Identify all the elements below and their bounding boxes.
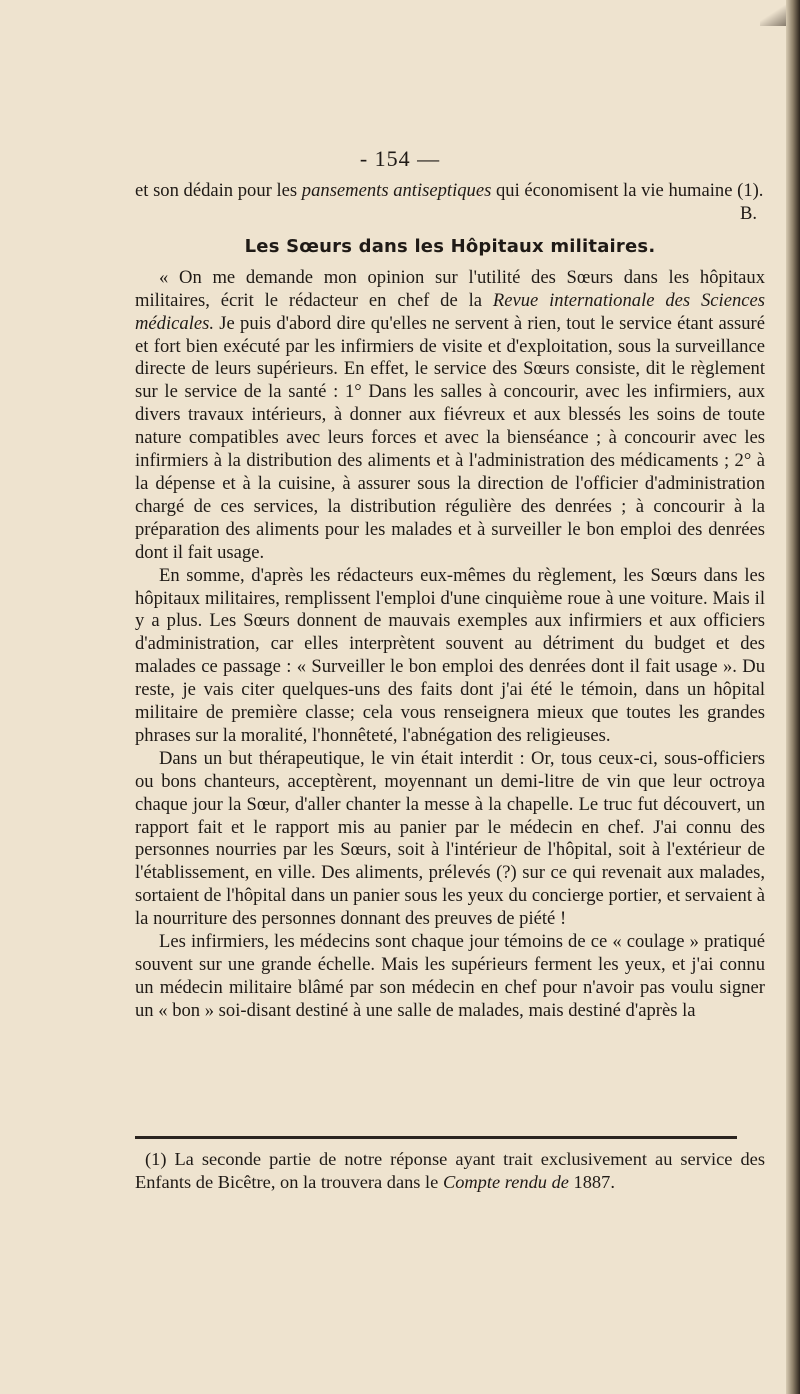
footnote-text-before: (1) La seconde partie de notre réponse ayant trait exclusivement au service des Enfants de Bicêtre, on la trouvera dans le [135,1149,765,1192]
paragraph-2: En somme, d'après les rédacteurs eux-mêmes du règlement, les Sœurs dans les hôpitaux militaires, remplissent l'emploi d'une cinquième roue à une voiture. Mais il y a plus. Les Sœurs donnent de mauvais exemples aux infirmiers et aux officiers d'administration, car elles interprètent souvent au détriment du budget et des malades ce passage : « Surveiller le bon emploi des denrées dont il fait usage ». Du reste, je vais citer quelques-uns des faits dont j'ai été le témoin, dans un hôpital militaire de première classe; cela vous renseignera mieux que toutes les grandes phrases sur la moralité, l'honnêteté, l'abnégation des religieuses. [135,564,765,746]
paragraph-1-emphasis: Revue internationale des Sciences médicales. [135,289,765,334]
footnote [135,1148,765,1194]
intro-text-before: et son dédain pour les [135,180,302,201]
main-text [135,180,765,1023]
intro-emphasis: pansements antiseptiques [301,180,492,201]
footnote-emphasis: Compte rendu de [442,1171,569,1192]
page-number: - 154 — [359,146,441,171]
paragraph-3: Dans un but thérapeutique, le vin était interdit : Or, tous ceux-ci, sous-officiers ou bons chanteurs, acceptèrent, moyennant un demi-litre de vin que leur octroya chaque jour la Sœur, d'aller chanter la messe à la chapelle. Le truc fut découvert, un rapport fait et le rapport mis au panier par le médecin en chef. J'ai connu des personnes nourries par les Sœurs, soit à l'intérieur de l'hôpital, soit à l'extérieur de l'établissement, en ville. Des aliments, prélevés (?) sur ce qui revenait aux malades, sortaient de l'hôpital dans un panier sous les yeux du concierge portier, et servaient à la nourriture des personnes donnant des preuves de piété ! [135,747,765,930]
paragraph-1 [135,267,765,565]
paragraph-1-text-before: « On me demande mon opinion sur l'utilité des Sœurs dans les hôpitaux militaires, écrit le rédacteur en chef de la [135,266,765,311]
intro-paragraph [135,180,765,203]
section-title: Les Sœurs dans les Hôpitaux militaires. [244,235,656,257]
paragraph-4: Les infirmiers, les médecins sont chaque jour témoins de ce « coulage » pratiqué souvent sur une grande échelle. Mais les supérieurs ferment les yeux, et j'ai connu un médecin militaire blâmé par son médecin en chef pour n'avoir pas voulu signer un « bon » soi-disant destiné à une salle de malades, mais destiné d'après la [135,931,765,1021]
page-binding-edge [786,0,800,1394]
footnote-text-after: 1887. [568,1171,615,1192]
paragraph-1-text-after: Je puis d'abord dire qu'elles ne servent à rien, tout le service étant assuré et fort bien exécuté par les infirmiers de visite et d'exploitation, sous la surveillance directe de leurs supérieurs. En effet, le service des Sœurs consiste, dit le règlement sur le service de la santé : 1° Dans les salles à concourir, avec les infirmiers, aux divers travaux intérieurs, à donner aux fiévreux et aux blessés les soins de toute nature compatibles avec leurs forces et avec la bienséance ; à concourir avec les infirmiers à la distribution des aliments et à l'administration des médicaments ; 2° à la dépense et à la cuisine, à assurer sous la direction de l'officier d'administration chargé de ces services, la distribution régulière des denrées ; à concourir à la préparation des aliments pour les malades et à surveiller le bon emploi des denrées dont il fait usage. [135,312,765,563]
footnote-text [135,1148,765,1194]
footnote-divider [135,1136,737,1139]
section-letter: B. [739,202,757,224]
intro-text-after: qui économisent la vie humaine (1). [491,180,764,201]
